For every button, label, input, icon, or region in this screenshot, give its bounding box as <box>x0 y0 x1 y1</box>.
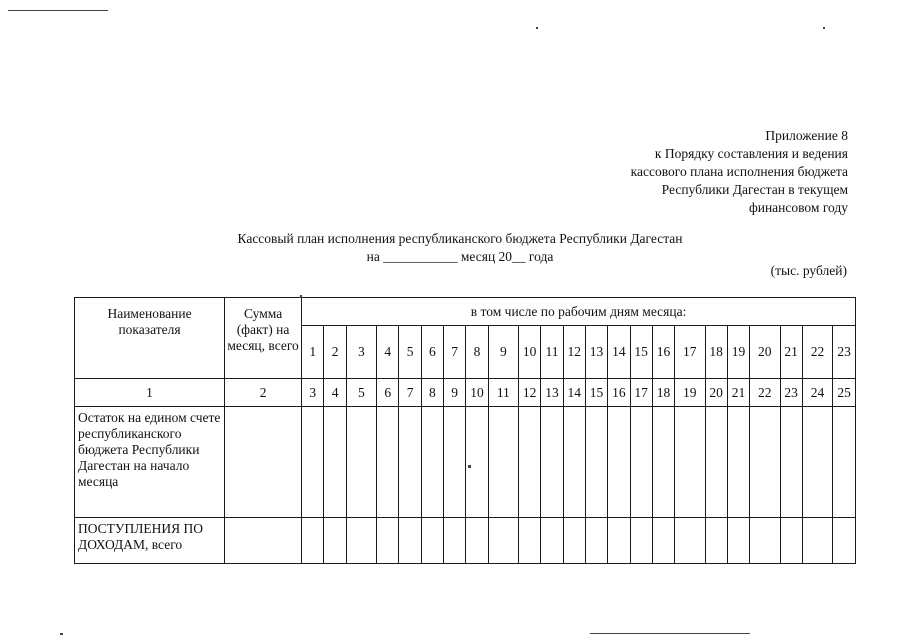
column-numbering-row <box>75 379 856 407</box>
value-cell <box>563 518 585 564</box>
number-cell: 4 <box>324 379 346 407</box>
value-cell <box>377 518 399 564</box>
value-cell <box>652 407 674 518</box>
number-cell: 10 <box>466 379 488 407</box>
day-cell: 3 <box>346 326 376 379</box>
title-line-2: на ___________ месяц 20__ года <box>366 249 554 264</box>
value-cell <box>421 518 443 564</box>
day-cell: 13 <box>585 326 607 379</box>
day-cell: 10 <box>519 326 541 379</box>
value-cell <box>833 518 856 564</box>
number-cell: 23 <box>780 379 802 407</box>
number-cell: 21 <box>727 379 749 407</box>
value-cell <box>675 407 705 518</box>
day-cell: 4 <box>377 326 399 379</box>
value-cell <box>541 407 563 518</box>
number-cell: 13 <box>541 379 563 407</box>
value-cell <box>585 407 607 518</box>
day-cell: 22 <box>802 326 832 379</box>
day-cell: 18 <box>705 326 727 379</box>
appendix-line: к Порядку составления и ведения <box>654 146 848 161</box>
day-cell: 9 <box>488 326 518 379</box>
document-title <box>160 230 760 266</box>
value-cell <box>466 518 488 564</box>
value-cell <box>833 407 856 518</box>
value-cell <box>377 407 399 518</box>
value-cell <box>727 518 749 564</box>
day-cell: 21 <box>780 326 802 379</box>
value-cell <box>488 518 518 564</box>
value-cell <box>444 518 466 564</box>
value-cell <box>324 518 346 564</box>
appendix-block <box>631 127 848 217</box>
value-cell <box>466 407 488 518</box>
value-cell <box>652 518 674 564</box>
value-cell <box>780 407 802 518</box>
day-cell: 20 <box>750 326 780 379</box>
header-sum-total: Сумма (факт) на месяц, всего <box>225 298 302 379</box>
number-cell: 9 <box>444 379 466 407</box>
day-cell: 11 <box>541 326 563 379</box>
title-line-1: Кассовый план исполнения республиканского бюджета Республики Дагестан <box>237 231 683 246</box>
day-cell: 23 <box>833 326 856 379</box>
day-cell: 12 <box>563 326 585 379</box>
value-cell <box>727 407 749 518</box>
number-cell: 2 <box>225 379 302 407</box>
number-cell: 3 <box>302 379 324 407</box>
day-cell: 8 <box>466 326 488 379</box>
scan-mark <box>590 633 750 634</box>
value-cell <box>585 518 607 564</box>
table-row <box>75 407 856 518</box>
number-cell: 17 <box>630 379 652 407</box>
day-cell: 19 <box>727 326 749 379</box>
value-cell <box>802 518 832 564</box>
appendix-line: кассового плана исполнения бюджета <box>630 164 848 179</box>
value-cell <box>399 407 421 518</box>
number-cell: 14 <box>563 379 585 407</box>
value-cell <box>488 407 518 518</box>
value-cell <box>750 407 780 518</box>
day-cell: 14 <box>608 326 630 379</box>
day-cell: 5 <box>399 326 421 379</box>
number-cell: 6 <box>377 379 399 407</box>
appendix-line: Приложение 8 <box>765 128 848 143</box>
value-cell <box>563 407 585 518</box>
value-cell <box>675 518 705 564</box>
value-cell <box>324 407 346 518</box>
header-working-days: в том числе по рабочим дням месяца: <box>302 298 856 326</box>
value-cell <box>541 518 563 564</box>
value-cell <box>519 518 541 564</box>
scan-mark <box>60 633 63 635</box>
value-cell <box>608 407 630 518</box>
appendix-line: Республики Дагестан в текущем <box>661 182 848 197</box>
value-cell <box>421 407 443 518</box>
value-cell <box>630 407 652 518</box>
number-cell: 12 <box>519 379 541 407</box>
number-cell: 1 <box>75 379 225 407</box>
cash-plan-table <box>74 297 856 564</box>
day-cell: 2 <box>324 326 346 379</box>
number-cell: 5 <box>346 379 376 407</box>
value-cell <box>519 407 541 518</box>
row-label-income-total: ПОСТУПЛЕНИЯ ПО ДОХОДАМ, всего <box>75 518 225 564</box>
value-cell <box>346 407 376 518</box>
number-cell: 25 <box>833 379 856 407</box>
scan-mark <box>8 10 108 11</box>
value-cell <box>750 518 780 564</box>
appendix-line: финансовом году <box>748 200 848 215</box>
value-cell <box>302 518 324 564</box>
day-cell: 16 <box>652 326 674 379</box>
scan-mark <box>468 465 471 468</box>
value-cell <box>346 518 376 564</box>
value-cell <box>225 407 302 518</box>
value-cell <box>705 518 727 564</box>
value-cell <box>225 518 302 564</box>
number-cell: 11 <box>488 379 518 407</box>
day-cell: 17 <box>675 326 705 379</box>
number-cell: 8 <box>421 379 443 407</box>
header-indicator-name: Наименование показателя <box>75 298 225 379</box>
value-cell <box>705 407 727 518</box>
day-cell: 6 <box>421 326 443 379</box>
value-cell <box>630 518 652 564</box>
value-cell <box>444 407 466 518</box>
day-cell: 1 <box>302 326 324 379</box>
value-cell <box>780 518 802 564</box>
scan-mark <box>300 295 302 298</box>
value-cell <box>399 518 421 564</box>
units-label: (тыс. рублей) <box>770 263 847 278</box>
day-cell: 7 <box>444 326 466 379</box>
number-cell: 16 <box>608 379 630 407</box>
number-cell: 22 <box>750 379 780 407</box>
day-cell: 15 <box>630 326 652 379</box>
scan-mark <box>536 27 538 29</box>
value-cell <box>608 518 630 564</box>
number-cell: 15 <box>585 379 607 407</box>
number-cell: 20 <box>705 379 727 407</box>
value-cell <box>802 407 832 518</box>
scan-mark <box>823 27 825 29</box>
table-row <box>75 518 856 564</box>
number-cell: 24 <box>802 379 832 407</box>
number-cell: 18 <box>652 379 674 407</box>
value-cell <box>302 407 324 518</box>
row-label-opening-balance: Остаток на едином счете республиканского бюджета Республики Дагестан на начало месяца <box>75 407 225 518</box>
number-cell: 7 <box>399 379 421 407</box>
number-cell: 19 <box>675 379 705 407</box>
